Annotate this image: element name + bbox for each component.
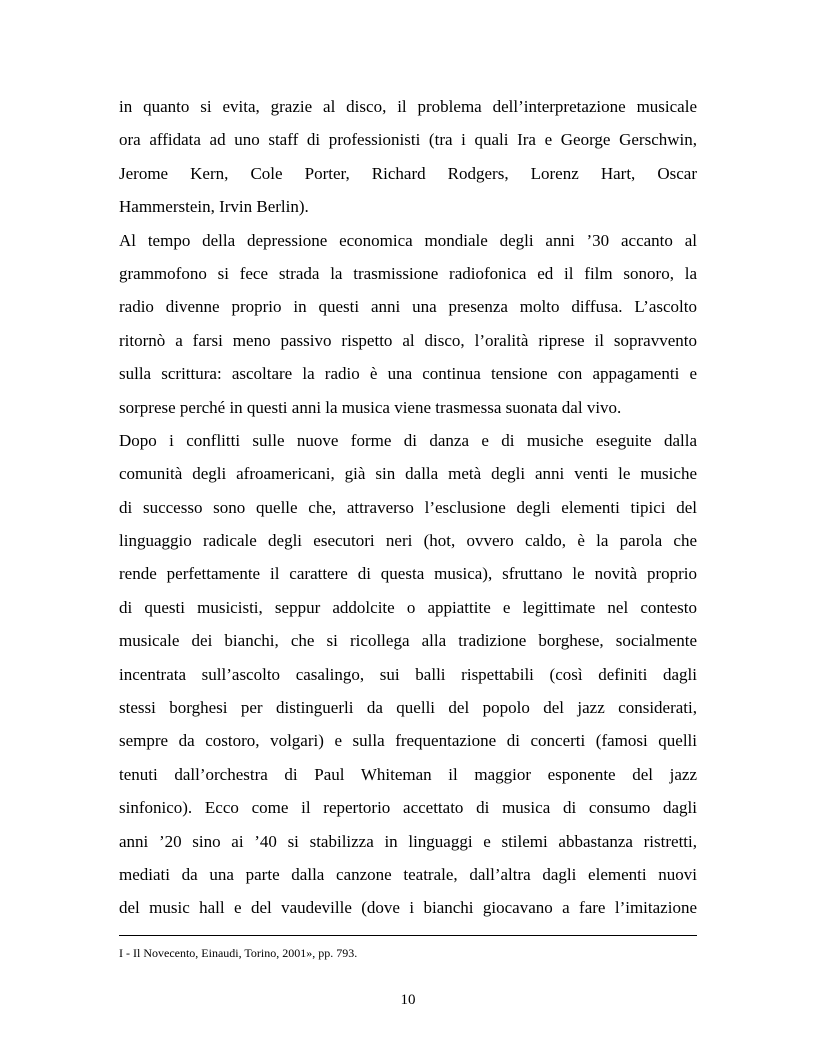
paragraph-3 xyxy=(119,424,697,925)
footnote-divider xyxy=(119,935,697,936)
text-line: sorprese perché in questi anni la musica viene trasmessa suonata dal vivo. xyxy=(119,397,622,417)
text-line: sulla scrittura: ascoltare la radio è una continua tensione con appagamenti e xyxy=(119,364,697,384)
text-line: radio divenne proprio in questi anni una presenza molto diffusa. L’ascolto xyxy=(119,297,697,317)
text-line: mediati da una parte dalla canzone teatrale, dall’altra dagli elementi nuovi xyxy=(119,864,697,884)
text-line: linguaggio radicale degli esecutori neri (hot, ovvero caldo, è la parola che xyxy=(119,531,697,551)
page-number: 10 xyxy=(400,992,416,1008)
text-line: del music hall e del vaudeville (dove i bianchi giocavano a fare l’imitazione xyxy=(119,898,697,918)
text-line: di successo sono quelle che, attraverso l’esclusione degli elementi tipici del xyxy=(119,497,697,517)
text-line: sempre da costoro, volgari) e sulla frequentazione di concerti (famosi quelli xyxy=(119,731,697,751)
paragraph-1 xyxy=(119,90,697,224)
text-line: tenuti dall’orchestra di Paul Whiteman il maggior esponente del jazz xyxy=(119,764,697,784)
text-line: ora affidata ad uno staff di professionisti (tra i quali Ira e George Gerschwin, xyxy=(119,130,697,150)
body-text xyxy=(119,90,697,925)
text-line: in quanto si evita, grazie al disco, il problema dell’interpretazione musicale xyxy=(119,97,697,116)
text-line: Dopo i conflitti sulle nuove forme di danza e di musiche eseguite dalla xyxy=(119,430,697,450)
text-line: sinfonico). Ecco come il repertorio accettato di musica di consumo dagli xyxy=(119,798,697,818)
text-line: anni ’20 sino ai ’40 si stabilizza in linguaggi e stilemi abbastanza ristretti, xyxy=(119,831,697,851)
text-line: Hammerstein, Irvin Berlin). xyxy=(119,197,309,217)
text-line: Al tempo della depressione economica mondiale degli anni ’30 accanto al xyxy=(119,230,697,250)
footnote: I - Il Novecento, Einaudi, Torino, 2001», pp. 793. xyxy=(119,946,358,960)
text-line: rende perfettamente il carattere di questa musica), sfruttano le novità proprio xyxy=(119,564,697,584)
text-line: comunità degli afroamericani, già sin dalla metà degli anni venti le musiche xyxy=(119,464,697,484)
text-line: incentrata sull’ascolto casalingo, sui balli rispettabili (così definiti dagli xyxy=(119,664,697,684)
text-line: Jerome Kern, Cole Porter, Richard Rodgers, Lorenz Hart, Oscar xyxy=(119,163,697,183)
text-line: musicale dei bianchi, che si ricollega alla tradizione borghese, socialmente xyxy=(119,631,697,651)
text-line: grammofono si fece strada la trasmissione radiofonica ed il film sonoro, la xyxy=(119,263,697,283)
paragraph-2 xyxy=(119,224,697,424)
text-line: stessi borghesi per distinguerli da quelli del popolo del jazz considerati, xyxy=(119,698,697,718)
text-line: di questi musicisti, seppur addolcite o appiattite e legittimate nel contesto xyxy=(119,597,697,617)
text-line: ritornò a farsi meno passivo rispetto al disco, l’oralità riprese il sopravvento xyxy=(119,330,697,350)
